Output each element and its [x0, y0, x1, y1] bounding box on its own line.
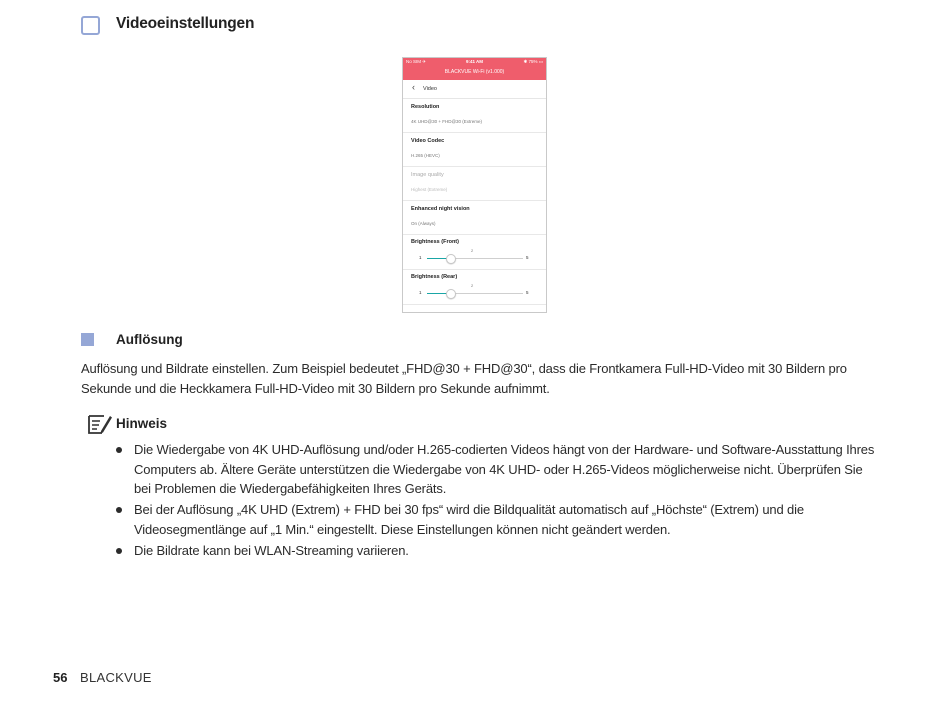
slider-current-value: 2 — [471, 248, 474, 253]
setting-value: On (Always) — [411, 221, 436, 226]
setting-video-codec[interactable] — [403, 133, 546, 167]
setting-label: Image quality — [411, 172, 444, 178]
slider-max-label: 5 — [526, 255, 529, 260]
setting-value: 4K UHD@30 + FHD@30 (Extreme) — [411, 119, 483, 124]
brightness-front-slider-block — [403, 235, 546, 270]
brightness-rear-slider[interactable] — [427, 293, 523, 294]
phone-status-bar — [403, 58, 546, 66]
app-title-bar: BLACKVUE Wi-Fi (v1.000) — [403, 66, 546, 80]
nav-title: Video — [423, 86, 437, 92]
phone-screenshot — [402, 57, 547, 313]
setting-resolution[interactable] — [403, 99, 546, 133]
subsection-paragraph: Auflösung und Bildrate einstellen. Zum Beispiel bedeutet „FHD@30 + FHD@30“, dass die Frontkamera Full-HD-Video mit 30 Bildern pro Sekunde und die Heckkamera Full-HD-Video mit 30 Bildern pro Sekunde aufnimmt. — [81, 361, 847, 396]
section-title: Videoeinstellungen — [116, 15, 255, 32]
status-time: 9:41 AM — [465, 59, 484, 64]
square-bullet-icon — [81, 333, 94, 346]
brightness-front-slider[interactable] — [427, 258, 523, 259]
bullet-dot-icon — [116, 548, 122, 554]
list-item-text: Bei der Auflösung „4K UHD (Extrem) + FHD bei 30 fps“ wird die Bildqualität automatisch auf „Höchste“ (Extrem) und die Videosegmentlänge auf „1 Min.“ eingestellt. Diese Einstellungen können nicht geändert werden. — [134, 502, 804, 537]
bullet-dot-icon — [116, 507, 122, 513]
list-item-text: Die Bildrate kann bei WLAN-Streaming variieren. — [134, 542, 409, 558]
brightness-rear-slider-block — [403, 270, 546, 305]
setting-image-quality — [403, 167, 546, 201]
slider-current-value: 2 — [471, 283, 474, 288]
slider-thumb[interactable] — [446, 254, 456, 264]
setting-label: Resolution — [411, 104, 440, 110]
slider-thumb[interactable] — [446, 289, 456, 299]
slider-min-label: 1 — [419, 255, 422, 260]
bullet-dot-icon — [116, 447, 122, 453]
list-item — [116, 541, 876, 561]
note-list — [116, 440, 876, 562]
slider-label: Brightness (Front) — [411, 239, 459, 245]
list-item — [116, 500, 876, 539]
setting-value: Highest (Extreme) — [411, 187, 448, 192]
footer-brand: BLACKVUE — [80, 670, 152, 685]
note-title: Hinweis — [116, 416, 168, 431]
setting-label: Video Codec — [411, 138, 445, 144]
page-number: 56 — [53, 670, 68, 685]
slider-min-label: 1 — [419, 290, 422, 295]
slider-label: Brightness (Rear) — [411, 274, 458, 280]
section-checkbox-icon — [81, 16, 100, 35]
back-chevron-icon[interactable]: ‹ — [412, 82, 415, 92]
subsection-title: Auflösung — [116, 332, 183, 347]
setting-night-vision[interactable] — [403, 201, 546, 235]
status-battery: ✱ 75% ▭ — [523, 59, 543, 64]
list-item-text: Die Wiedergabe von 4K UHD-Auflösung und/oder H.265-codierten Videos hängt von der Hardware- und Software-Ausstattung Ihres Computers ab. Ältere Geräte unterstützen die Wiedergabe von 4K UHD- oder H.265-Videos möglicherweise nicht. Überprüfen Sie bei Problemen die Wiedergabefähigkeiten Ihres Geräts. — [134, 442, 875, 497]
slider-max-label: 5 — [526, 290, 529, 295]
status-carrier: No SIM ✈ — [406, 59, 427, 64]
note-pencil-icon — [87, 413, 113, 435]
nav-row — [403, 80, 546, 99]
setting-value: H.265 (HEVC) — [411, 153, 440, 158]
setting-label: Enhanced night vision — [411, 206, 470, 212]
list-item — [116, 440, 876, 499]
